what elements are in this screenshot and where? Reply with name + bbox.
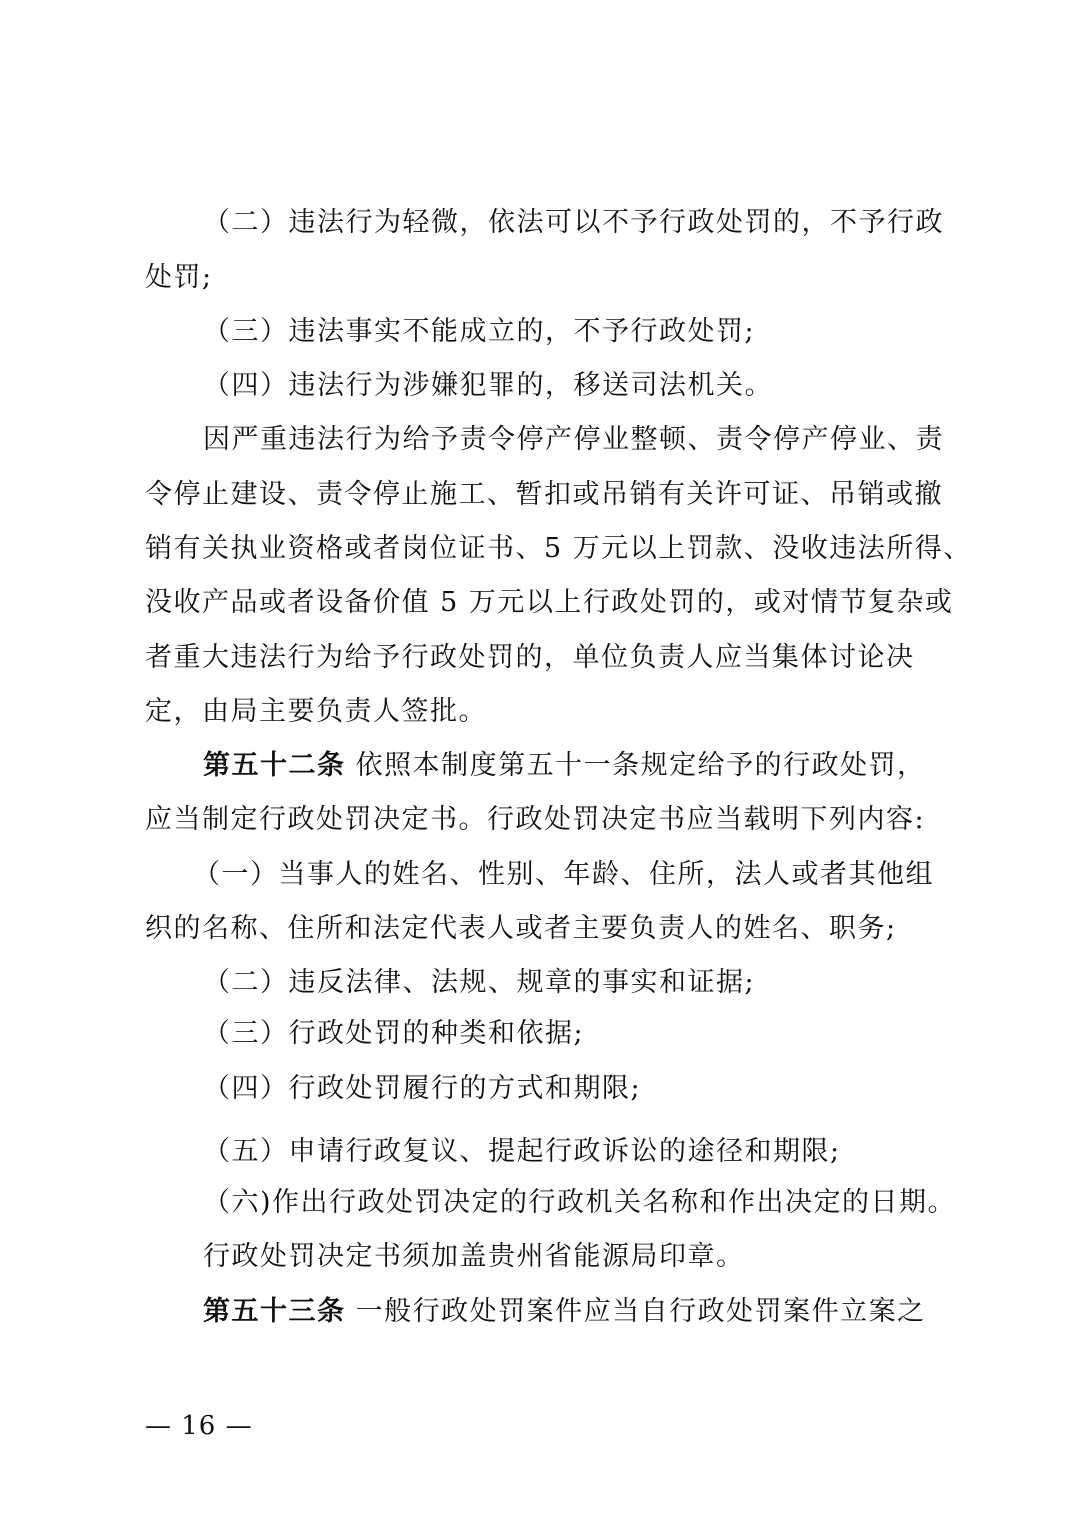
paragraph-line: 销有关执业资格或者岗位证书、5 万元以上罚款、没收违法所得、: [145, 533, 972, 564]
paragraph-line: 行政处罚决定书须加盖贵州省能源局印章。: [203, 1241, 745, 1272]
page-number: — 16 —: [145, 1411, 253, 1441]
paragraph-line: 者重大违法行为给予行政处罚的，单位负责人应当集体讨论决: [145, 642, 915, 673]
article-52-heading: 第五十二条: [203, 750, 346, 781]
paragraph-line: 因严重违法行为给予责令停产停业整顿、责令停产停业、责: [203, 424, 944, 455]
paragraph-line: 处罚;: [145, 262, 213, 293]
article-52-line: [203, 748, 945, 784]
paragraph-line: （二）违法行为轻微，依法可以不予行政处罚的，不予行政: [203, 207, 944, 238]
paragraph-line: （三）违法事实不能成立的，不予行政处罚;: [203, 316, 756, 347]
paragraph-line: （六)作出行政处罚决定的行政机关名称和作出决定的日期。: [203, 1187, 957, 1218]
paragraph-line: 没收产品或者设备价值 5 万元以上行政处罚的，或对情节复杂或: [145, 587, 954, 618]
paragraph-line: （四）行政处罚履行的方式和期限;: [203, 1073, 642, 1104]
article-52-text: 依照本制度第五十一条规定给予的行政处罚，: [345, 750, 926, 781]
paragraph-line: （五）申请行政复议、提起行政诉讼的途径和期限;: [203, 1136, 841, 1167]
article-53-heading: 第五十三条: [203, 1296, 346, 1327]
paragraph-line: 应当制定行政处罚决定书。行政处罚决定书应当载明下列内容:: [145, 804, 926, 835]
paragraph-line: （三）行政处罚的种类和依据;: [203, 1018, 585, 1049]
paragraph-line: 定，由局主要负责人签批。: [145, 696, 487, 727]
article-53-text: 一般行政处罚案件应当自行政处罚案件立案之: [345, 1296, 926, 1327]
paragraph-line: （四）违法行为涉嫌犯罪的，移送司法机关。: [203, 370, 773, 401]
article-53-line: [203, 1294, 945, 1330]
paragraph-line: 令停止建设、责令停止施工、暂扣或吊销有关许可证、吊销或撤: [145, 479, 943, 510]
paragraph-line: 织的名称、住所和法定代表人或者主要负责人的姓名、职务;: [145, 913, 897, 944]
paragraph-line: （二）违反法律、法规、规章的事实和证据;: [203, 967, 756, 998]
paragraph-line: （一）当事人的姓名、性别、年龄、住所，法人或者其他组: [193, 859, 934, 890]
